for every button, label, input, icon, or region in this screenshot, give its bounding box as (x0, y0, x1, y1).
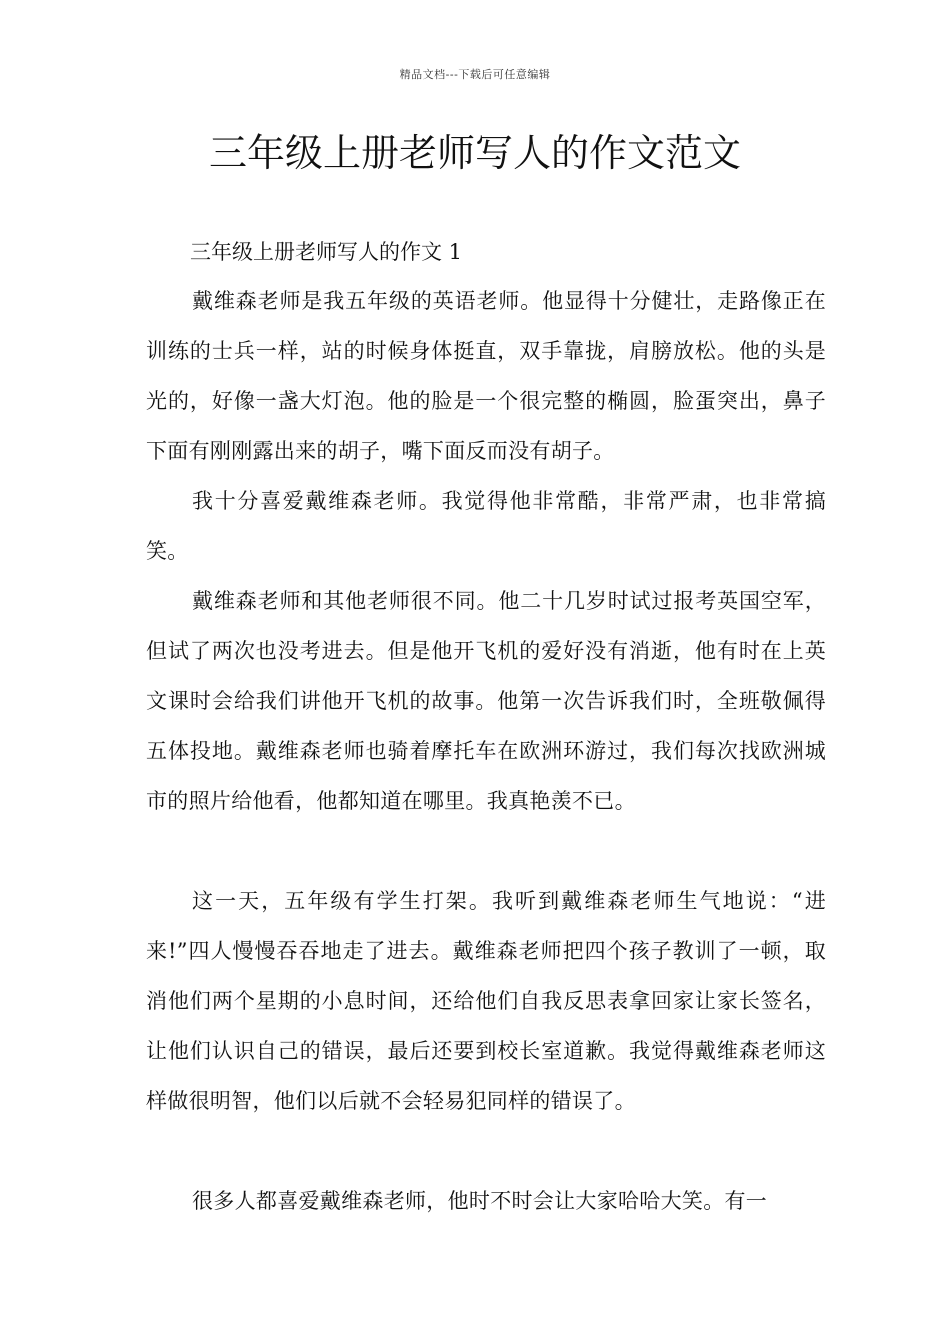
paragraph-3: 戴维森老师和其他老师很不同。他二十几岁时试过报考英国空军，但试了两次也没考进去。但是他开飞机的爱好没有消逝，他有时在上英文课时会给我们讲他开飞机的故事。他第一次告诉我们时，全班敬佩得五体投地。戴维森老师也骑着摩托车在欧洲环游过，我们每次找欧洲城市的照片给他看，他都知道在哪里。我真艳羡不已。 (146, 589, 826, 813)
document-title: 三年级上册老师写人的作文范文 (208, 131, 741, 175)
essay-subtitle: 三年级上册老师写人的作文 1 (190, 240, 463, 264)
paragraph-5: 很多人都喜爱戴维森老师，他时不时会让大家哈哈大笑。有一 (192, 1189, 768, 1213)
paragraph-2: 我十分喜爱戴维森老师。我觉得他非常酷，非常严肃，也非常搞笑。 (146, 489, 826, 563)
paragraph-1: 戴维森老师是我五年级的英语老师。他显得十分健壮，走路像正在训练的士兵一样，站的时候身体挺直，双手靠拢，肩膀放松。他的头是光的，好像一盏大灯泡。他的脸是一个很完整的椭圆，脸蛋突出，鼻子下面有刚刚露出来的胡子，嘴下面反而没有胡子。 (146, 289, 826, 463)
header-note: 精品文档---下载后可任意编辑 (399, 68, 551, 81)
paragraph-4: 这一天，五年级有学生打架。我听到戴维森老师生气地说：“进来!”四人慢慢吞吞地走了进去。戴维森老师把四个孩子教训了一顿，取消他们两个星期的小息时间，还给他们自我反思表拿回家让家长签名，让他们认识自己的错误，最后还要到校长室道歉。我觉得戴维森老师这样做很明智，他们以后就不会轻易犯同样的错误了。 (146, 889, 826, 1113)
